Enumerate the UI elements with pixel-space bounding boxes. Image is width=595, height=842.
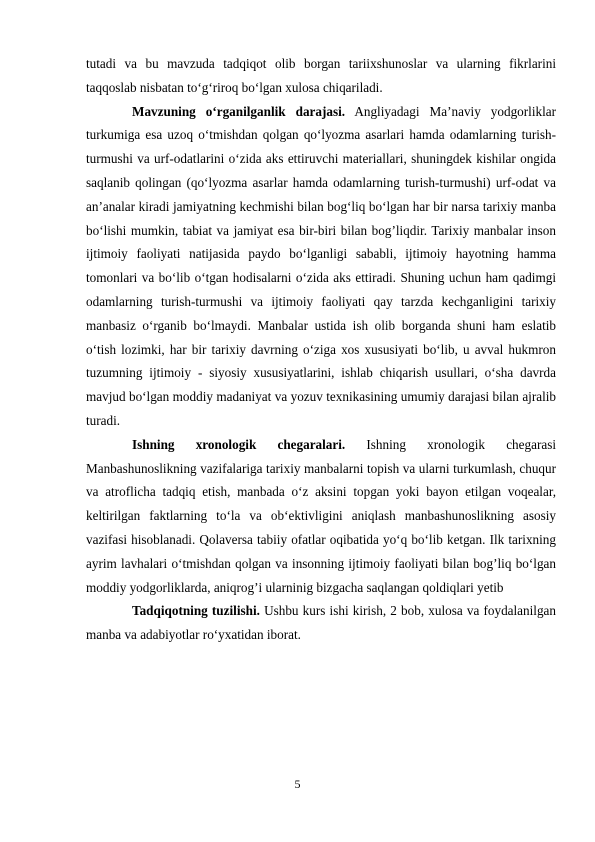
paragraph-text: Angliyadagi Ma’naviy yodgorliklar turkumiga esa uzoq o‘tmishdan qolgan qo‘lyozma asarlari hamda odamlarning turish-turmushi va urf-odatlarini o‘zida aks ettiruvchi materiallari, shuningdek kishilar ongida saqlanib qolingan (qo‘lyozma asarlar hamda odamlarning turish-turmushi) urf-odat va an’analar kiradi jamiyatning kechmishi bilan bog‘liq bo‘lgan har bir narsa tarixiy manba bo‘lishi mumkin, tabiat va jamiyat esa bir-biri bilan bog’liqdir. Tarixiy manbalar inson ijtimoiy faoliyati natijasida paydo bo‘lganligi sababli, ijtimoiy hayotning hamma tomonlari va bo‘lib o‘tgan hodisalarni o‘zida aks ettiradi. Shuning uchun ham qadimgi odamlarning turish-turmushi va ijtimoiy faoliyati qay tarzda kechganligini tarixiy manbasiz o‘rganib bo‘lmaydi. Manbalar ustida ish olib borganda shuni ham eslatib o‘tish lozimki, har bir tarixiy davrning o‘ziga xos xususiyati bo‘lib, u avval hukmron tuzumning ijtimoiy - siyosiy xususiyatlarini, ishlab chiqarish usullari, o‘sha davrda mavjud bo‘lgan moddiy madaniyat va yozuv texnikasining umumiy darajasi bilan ajralib turadi. [86, 103, 556, 428]
paragraph-text: tutadi va bu mavzuda tadqiqot olib borgan tariixshunoslar va ularning fikrlarini taqqoslab nisbatan to‘g‘riroq bo‘lgan xulosa chiqariladi. [86, 56, 556, 95]
page-number: 5 [294, 777, 301, 791]
section-heading-chronological-limits: Ishning xronologik chegaralari. [132, 436, 346, 452]
paragraph-chronological-limits [86, 433, 556, 600]
paragraph-text: Ushbu kurs ishi kirish, 2 bob, xulosa va foydalanilgan manba va adabiyotlar ro‘yxatidan iborat. [86, 603, 556, 643]
document-body [86, 52, 556, 647]
section-heading-structure: Tadqiqotning tuzilishi. [132, 603, 260, 619]
paragraph-intro [86, 52, 556, 100]
paragraph-study-level [86, 100, 556, 433]
section-heading-study-level: Mavzuning o‘rganilganlik darajasi. [132, 103, 346, 119]
paragraph-structure [86, 599, 556, 647]
paragraph-text: Ishning xronologik chegarasi Manbashunoslikning vazifalariga tarixiy manbalarni topish va ularni turkumlash, chuqur va atroflicha tadqiq etish, manbada o‘z aksini topgan yoki bayon etilgan voqealar, keltirilgan faktlarning to‘la va ob‘ektivligini aniqlash manbashunoslikning asosiy vazifasi hisoblanadi. Qolaversa tabiiy ofatlar oqibatida yo‘q bo‘lib ketgan. Ilk tarixning ayrim lavhalari o‘tmishdan qolgan va insonning ijtimoiy faoliyati bilan bog’liq bo‘lgan moddiy yodgorliklarda, aniqrog’i ularninig bizgacha saqlangan qoldiqlari yetib [86, 436, 556, 595]
